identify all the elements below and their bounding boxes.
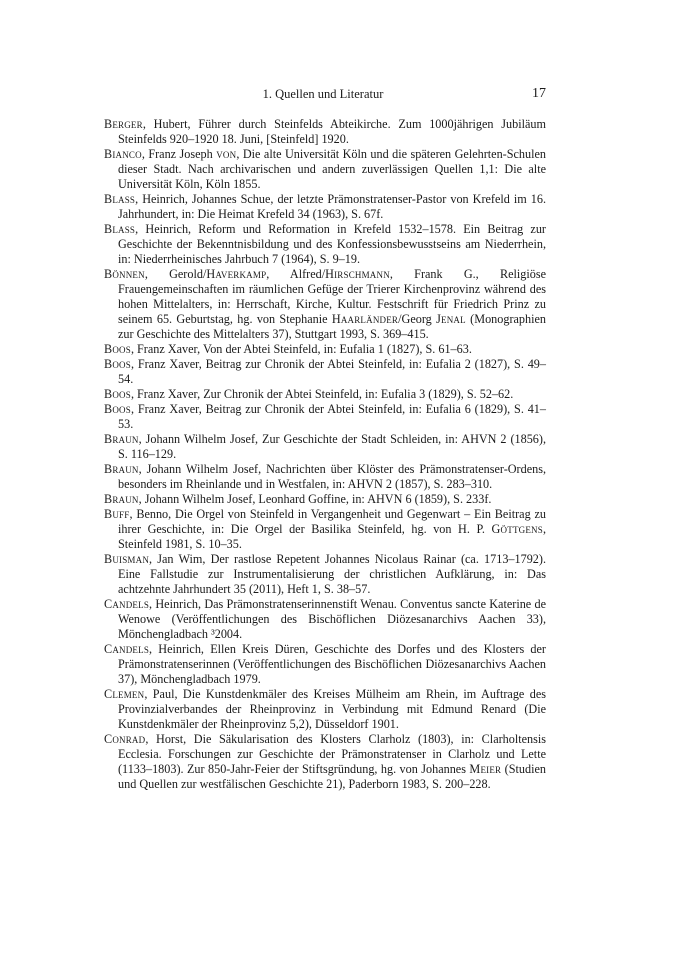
entry-author: Berger	[104, 117, 143, 131]
entry-text: /Georg	[398, 312, 437, 326]
entry-text: (Monographien zur Geschichte des Mittelalters 37), Stuttgart 1993, S. 369–415.	[118, 312, 546, 341]
entry-author: Candels	[104, 642, 150, 656]
bibliography-entry	[104, 642, 546, 687]
bibliography-entry	[104, 552, 546, 597]
bibliography-entry	[104, 732, 546, 792]
entry-text: , Franz Joseph	[141, 147, 217, 161]
entry-text: , Johann Wilhelm Josef, Zur Geschichte der Stadt Schleiden, in: AHVN 2 (1856), S. 116–129.	[118, 432, 546, 461]
bibliography-entry	[104, 267, 546, 342]
bibliography-entry	[104, 222, 546, 267]
entry-name-smallcaps: Hirschmann	[325, 267, 390, 281]
bibliography-entry	[104, 147, 546, 192]
entry-text: , Johann Wilhelm Josef, Leonhard Goffine, in: AHVN 6 (1859), S. 233f.	[138, 492, 492, 506]
bibliography-entry	[104, 507, 546, 552]
bibliography-entry	[104, 192, 546, 222]
entry-text: , Johann Wilhelm Josef, Nachrichten über Klöster des Prämonstratenser-Ordens, besonders im Rheinlande und in Westfalen, in: AHVN 2 (1857), S. 283–310.	[118, 462, 546, 491]
entry-author: Braun	[104, 492, 139, 506]
entry-author: Braun	[104, 462, 139, 476]
entry-name-smallcaps: Haarländer	[331, 312, 399, 326]
entry-author: Boos	[104, 342, 131, 356]
entry-author: Braun	[104, 432, 139, 446]
entry-name-smallcaps: von	[216, 147, 237, 161]
entry-name-smallcaps: Jenal	[436, 312, 466, 326]
entry-text: , Benno, Die Orgel von Steinfeld in Vergangenheit und Gegenwart – Ein Beitrag zu ihrer Geschichte, in: Die Orgel der Basilika Steinfeld, hg. von H. P.	[118, 507, 546, 536]
entry-text: , Heinrich, Reform und Reformation in Krefeld 1532–1578. Ein Beitrag zur Geschichte der Bekenntnisbildung und des Konfessionsbewusstseins am Niederrhein, in: Niederrheinisches Jahrbuch 7 (1964), S. 9–19.	[118, 222, 546, 266]
entry-author: Boos	[104, 402, 131, 416]
entry-text: , Hubert, Führer durch Steinfelds Abteikirche. Zum 1000jährigen Jubiläum Steinfelds 920–1920 18. Juni, [Steinfeld] 1920.	[118, 117, 546, 146]
bibliography-entry	[104, 492, 546, 507]
entry-text: , Paul, Die Kunstdenkmäler des Kreises Mülheim am Rhein, im Auftrage des Provinzialverbandes der Rheinprovinz in Verbindung mit Edmund Renard (Die Kunstdenkmäler der Rheinprovinz 5,2), Düsseldorf 1901.	[118, 687, 546, 731]
entry-text: , Heinrich, Ellen Kreis Düren, Geschichte des Dorfes und des Klosters der Prämonstratenserinnen (Veröffentlichungen des Bischöflichen Diözesanarchivs Aachen 37), Mönchengladbach 1979.	[118, 642, 546, 686]
entry-author: Buisman	[104, 552, 150, 566]
entry-text: , Franz Xaver, Zur Chronik der Abtei Steinfeld, in: Eufalia 3 (1829), S. 52–62.	[130, 387, 514, 401]
entry-author: Bianco	[104, 147, 142, 161]
entry-text: , Franz Xaver, Beitrag zur Chronik der Abtei Steinfeld, in: Eufalia 6 (1829), S. 41–53.	[118, 402, 546, 431]
entry-author: Buff	[104, 507, 130, 521]
entry-name-smallcaps: Göttgens	[491, 522, 543, 536]
bibliography-entry	[104, 357, 546, 387]
entry-text: , Alfred/	[266, 267, 326, 281]
page-number: 17	[532, 86, 546, 101]
entry-author: Clemen	[104, 687, 145, 701]
entry-author: Bönnen	[104, 267, 145, 281]
entry-text: , Gerold/	[144, 267, 207, 281]
bibliography-entry	[104, 117, 546, 147]
entry-author: Blass	[104, 192, 136, 206]
entry-author: Boos	[104, 387, 131, 401]
entry-text: , Heinrich, Johannes Schue, der letzte Prämonstratenser-Pastor von Krefeld im 16. Jahrhundert, in: Die Heimat Krefeld 34 (1963), S. 67f.	[118, 192, 546, 221]
entry-text: , Die alte Universität Köln und die späteren Gelehrten-Schulen dieser Stadt. Nach archivarischen und andern zuverlässigen Quellen 1,1: Die alte Universität Köln, Köln 1855.	[118, 147, 546, 191]
entry-text: , Franz Xaver, Von der Abtei Steinfeld, in: Eufalia 1 (1827), S. 61–63.	[130, 342, 472, 356]
entry-text: , Horst, Die Säkularisation des Klosters Clarholz (1803), in: Clarholtensis Ecclesia. Forschungen zur Geschichte der Prämonstratenser in Clarholz und Lette (1133–1803). Zur 850-Jahr-Feier der Stiftsgründung, hg. von Johannes	[118, 732, 546, 776]
running-head	[103, 84, 546, 104]
bibliography-entry	[104, 462, 546, 492]
bibliography-entry	[104, 387, 546, 402]
bibliography-entry	[104, 597, 546, 642]
entry-name-smallcaps: Haverkamp	[206, 267, 267, 281]
bibliography-entry	[104, 687, 546, 732]
entry-text: , Heinrich, Das Prämonstratenserinnenstift Wenau. Conventus sancte Katerine de Wenowe (Veröffentlichungen des Bischöflichen Diözesanarchivs Aachen 33), Mönchengladbach ³2004.	[118, 597, 546, 641]
bibliography-entry	[104, 432, 546, 462]
bibliography-list	[104, 117, 546, 792]
bibliography-entry	[104, 342, 546, 357]
bibliography-entry	[104, 402, 546, 432]
entry-text: , Frank G., Religiöse Frauengemeinschaften im räumlichen Gefüge der Trierer Kirchenprovinz während des hohen Mittelalters, in: Herrschaft, Kirche, Kultur. Festschrift für Friedrich Prinz zu seinem 65. Geburtstag, hg. von Stephanie	[118, 267, 546, 326]
entry-text: (Studien und Quellen zur westfälischen Geschichte 21), Paderborn 1983, S. 200–228.	[118, 762, 546, 791]
running-title: 1. Quellen und Literatur	[262, 87, 384, 101]
entry-text: , Steinfeld 1981, S. 10–35.	[118, 522, 546, 551]
entry-name-smallcaps: Meier	[469, 762, 502, 776]
entry-author: Blass	[104, 222, 136, 236]
entry-author: Conrad	[104, 732, 146, 746]
entry-author: Candels	[104, 597, 150, 611]
entry-text: , Franz Xaver, Beitrag zur Chronik der Abtei Steinfeld, in: Eufalia 2 (1827), S. 49–54.	[118, 357, 546, 386]
entry-text: , Jan Wim, Der rastlose Repetent Johannes Nicolaus Rainar (ca. 1713–1792). Eine Fallstudie zur Instrumentalisierung der christlichen Aufklärung, in: Das achtzehnte Jahrhundert 35 (2011), Heft 1, S. 38–57.	[118, 552, 546, 596]
entry-author: Boos	[104, 357, 131, 371]
